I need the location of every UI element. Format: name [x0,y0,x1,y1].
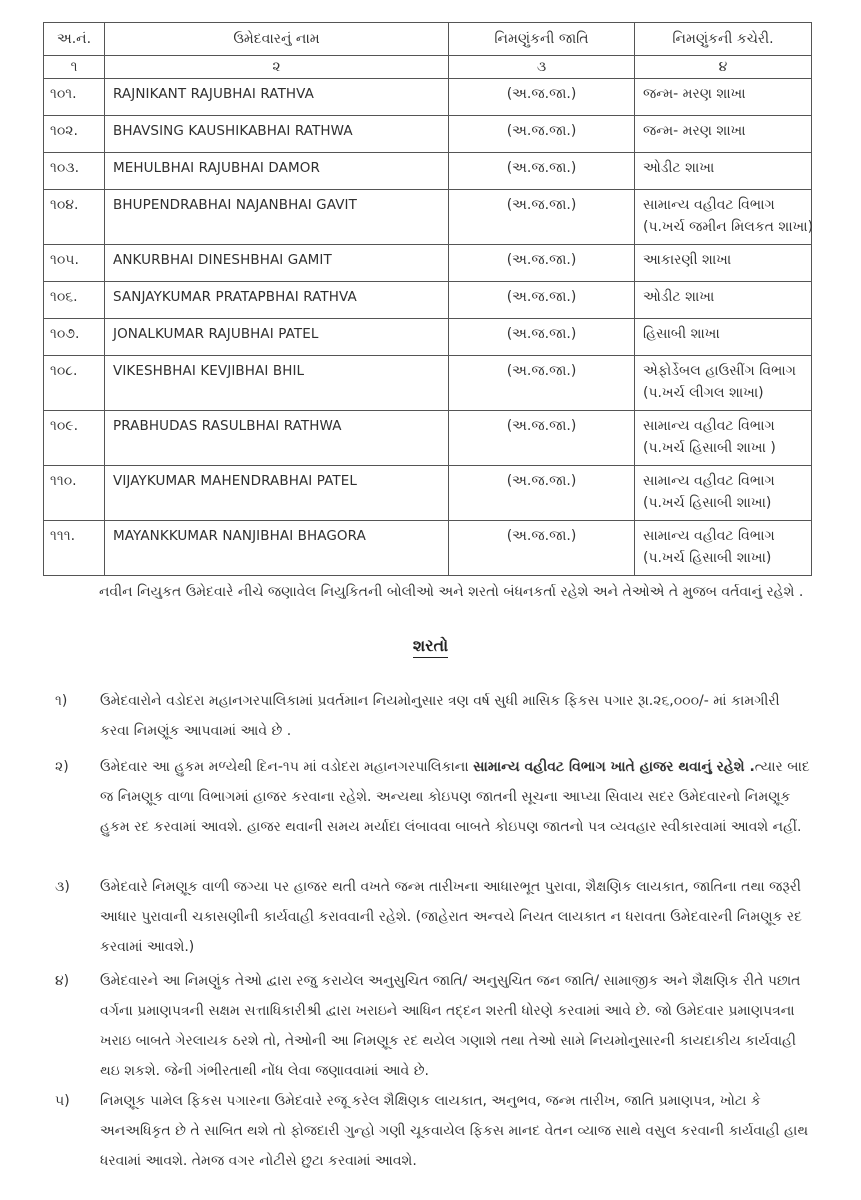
table-row [44,521,812,576]
category-cell [449,282,635,319]
office-cell [635,245,812,282]
category-cell [449,466,635,521]
condition-number: ૫) [55,1093,70,1109]
candidate-name: RAJNIKANT RAJUBHAI RATHVA [113,86,314,102]
category: (અ.જ.જા.) [506,160,577,176]
candidate-name-cell [105,356,449,411]
office-line: જન્મ- મરણ શાખા [643,86,746,102]
condition-text [100,872,813,962]
office [643,282,811,308]
header-category: નિમણુંકની જાતિ [449,23,635,56]
table-row [44,116,812,153]
category: (અ.જ.જા.) [506,326,577,342]
category-cell [449,319,635,356]
serial-number: ૧૦૮. [50,363,78,379]
category-cell [449,521,635,576]
office-line: (પ.ખર્ચ હિસાબી શાખા ) [643,440,776,456]
category-cell [449,116,635,153]
candidate-name: PRABHUDAS RASULBHAI RATHWA [113,418,342,434]
category-cell [449,245,635,282]
serial-cell [44,282,105,319]
condition-text-part: ઉમેદવારે નિમણૂક વાળી જગ્યા પર હાજર થતી વખતે જન્મ તારીખના આધારભૂત પુરાવા, શૈક્ષણિક લાયકાત, જાતિના તથા જરૂરી આધાર પુરાવાની ચકાસણીની કાર્યવાહી કરાવવાની રહેશે. (જાહેરાત અન્વયે નિયત લાયકાત ન ધરાવતા ઉમેદવારની નિમણૂક રદ કરવામાં આવશે.) [100,879,802,955]
office [643,245,811,271]
candidate-name-cell [105,319,449,356]
serial-cell [44,116,105,153]
table-header-row [44,23,812,56]
serial-number: ૧૦૩. [50,160,80,176]
serial-cell [44,319,105,356]
category-cell [449,79,635,116]
table-row [44,245,812,282]
serial-cell [44,521,105,576]
condition-text-part: ઉમેદવારોને વડોદરા મહાનગરપાલિકામાં પ્રવર્તમાન નિયમોનુસાર ત્રણ વર્ષ સુધી માસિક ફિકસ પગાર રૂા.૨૬,૦૦૦/- માં કામગીરી કરવા નિમણૂંક આપવામાં આવે છે . [100,693,780,739]
office [643,79,811,105]
condition-text [100,1086,813,1176]
serial-cell [44,79,105,116]
candidate-name: JONALKUMAR RAJUBHAI PATEL [113,326,319,342]
office-cell [635,319,812,356]
category: (અ.જ.જા.) [506,289,577,305]
serial-number: ૧૦૬. [50,289,78,305]
category: (અ.જ.જા.) [506,197,577,213]
office [643,319,811,345]
office-line: હિસાબી શાખા [643,326,720,342]
serial-number: ૧૦૫. [50,252,79,268]
office [643,466,811,514]
table-row [44,79,812,116]
condition-text [100,686,813,746]
category: (અ.જ.જા.) [506,86,577,102]
table-row [44,282,812,319]
office-line: સામાન્ય વહીવટ વિભાગ [643,418,775,434]
office-line: (પ.ખર્ચ લીગલ શાખા) [643,385,764,401]
office-line: એફોર્ડેબલ હાઉસીંગ વિભાગ [643,363,796,379]
serial-number: ૧૦૯. [50,418,79,434]
candidate-name-cell [105,466,449,521]
candidate-name-cell [105,521,449,576]
conditions-heading [0,636,861,656]
candidate-name-cell [105,282,449,319]
office-line: સામાન્ય વહીવટ વિભાગ [643,473,775,489]
column-number: ૪ [635,56,812,79]
candidate-name-cell [105,153,449,190]
office [643,190,814,238]
appointment-table [43,22,812,576]
condition-text-part: નિમણૂક પામેલ ફિકસ પગારના ઉમેદવારે રજૂ કરેલ શૈક્ષિણક લાયકાત, અનુભવ, જન્મ તારીખ, જાતિ પ્રમાણપત્ર, ખોટા કે અનઅધિકૃત છે તે સાબિત થશે તો ફોજદારી ગુન્હો ગણી ચૂકવાયેલ ફિકસ માનદ વેતન વ્યાજ સાથે વસુલ કરવાની કાર્યવાહી હાથ ધરવામાં આવશે. તેમજ વગર નોટીસે છુટા કરવામાં આવશે. [100,1093,809,1169]
office [643,356,811,404]
serial-number: ૧૦૧. [50,86,77,102]
office [643,411,811,459]
category: (અ.જ.જા.) [506,528,577,544]
office-cell [635,521,812,576]
office-line: (પ.ખર્ચ હિસાબી શાખા) [643,550,772,566]
candidate-name: BHAVSING KAUSHIKABHAI RATHWA [113,123,353,139]
table-body [44,79,812,576]
serial-cell [44,466,105,521]
column-number: ૧ [44,56,105,79]
candidate-name: SANJAYKUMAR PRATAPBHAI RATHVA [113,289,357,305]
header-serial: અ.નં. [44,23,105,56]
candidate-name-cell [105,79,449,116]
condition-number: ૨) [55,759,69,775]
condition-text [100,966,813,1086]
candidate-name-cell [105,411,449,466]
condition-number: ૧) [55,693,68,709]
office-cell [635,79,812,116]
condition-number: ૩) [55,879,70,895]
category-cell [449,153,635,190]
serial-number: ૧૧૦. [50,473,77,489]
candidate-name: MAYANKKUMAR NANJIBHAI BHAGORA [113,528,366,544]
serial-number: ૧૦૨. [50,123,78,139]
serial-number: ૧૧૧. [50,528,76,544]
table-row [44,466,812,521]
office-cell [635,356,812,411]
office-cell [635,282,812,319]
table-row [44,190,812,245]
table-row [44,356,812,411]
office-line: (પ.ખર્ચ જમીન મિલકત શાખા) [643,219,814,235]
condition-text-part: ઉમેદવારને આ નિમણુંક તેઓ દ્વારા રજુ કરાયેલ અનુસુચિત જાતિ/ અનુસુચિત જન જાતિ/ સામાજીક અને શૈક્ષણિક રીતે પછાત વર્ગના પ્રમાણપત્રની સક્ષમ સત્તાધિકારીશ્રી દ્વારા ખરાઇને આધિન તદ્દન શરતી ધોરણે કરવામાં આવે છે. જો ઉમેદવાર પ્રમાણપત્રના ખરાઇ બાબતે ગેરલાયક ઠરશે તો, તેઓની આ નિમણૂક રદ થયેલ ગણાશે તથા તેઓ સામે નિયમોનુસારની કાયદાકીય કાર્યવાહી થઇ શકશે. જેની ગંભીરતાથી નોંધ લેવા જણાવવામાં આવે છે. [100,973,801,1079]
office [643,153,811,179]
category: (અ.જ.જા.) [506,473,577,489]
office-cell [635,466,812,521]
office [643,116,811,142]
office-line: ઓડીટ શાખા [643,160,715,176]
office-line: જન્મ- મરણ શાખા [643,123,746,139]
header-office: નિમણુંકની કચેરી. [635,23,812,56]
category-cell [449,190,635,245]
serial-cell [44,190,105,245]
intro-paragraph: નવીન નિયુકત ઉમેદવારે નીચે જણાવેલ નિયુકિતની બોલીઓ અને શરતો બંધનકર્તા રહેશે અને તેઓએ તે મુજબ વર્તવાનું રહેશે . [99,584,804,600]
candidate-name: BHUPENDRABHAI NAJANBHAI GAVIT [113,197,357,213]
office-line: સામાન્ય વહીવટ વિભાગ [643,197,775,213]
condition-text [100,752,813,842]
category-cell [449,356,635,411]
candidate-name-cell [105,245,449,282]
column-number-row [44,56,812,79]
condition-text-bold: સામાન્ય વહીવટ વિભાગ ખાતે હાજર થવાનું રહેશે . [473,759,755,775]
office-cell [635,190,812,245]
serial-cell [44,411,105,466]
serial-number: ૧૦૪. [50,197,79,213]
serial-cell [44,153,105,190]
office-line: સામાન્ય વહીવટ વિભાગ [643,528,775,544]
office [643,521,811,569]
office-line: આકારણી શાખા [643,252,732,268]
serial-cell [44,356,105,411]
header-candidate-name: ઉમેદવારનું નામ [105,23,449,56]
category-cell [449,411,635,466]
office-line: (પ.ખર્ચ હિસાબી શાખા) [643,495,772,511]
column-number: ૨ [105,56,449,79]
category: (અ.જ.જા.) [506,418,577,434]
office-cell [635,411,812,466]
condition-text-part: ઉમેદવાર આ હુકમ મળ્યેથી દિન-૧૫ માં વડોદરા મહાનગરપાલિકાના [100,759,474,775]
candidate-name: VIJAYKUMAR MAHENDRABHAI PATEL [113,473,358,489]
table-row [44,153,812,190]
category: (અ.જ.જા.) [506,123,577,139]
condition-number: ૪) [55,973,70,989]
column-number: ૩ [449,56,635,79]
office-cell [635,116,812,153]
serial-cell [44,245,105,282]
candidate-name-cell [105,116,449,153]
serial-number: ૧૦૭. [50,326,80,342]
table-row [44,411,812,466]
category: (અ.જ.જા.) [506,252,577,268]
candidate-name: MEHULBHAI RAJUBHAI DAMOR [113,160,320,176]
candidate-name-cell [105,190,449,245]
category: (અ.જ.જા.) [506,363,577,379]
office-cell [635,153,812,190]
condition-text-part: ત્યાર બાદ જ નિમણૂક વાળા વિભાગમાં હાજર કરવાના રહેશે. અન્યથા કોઇપણ જાતની સૂચના આપ્યા સિવાય સદર ઉમેદવારનો નિમણૂક હુકમ રદ કરવામાં આવશે. હાજર થવાની સમય મર્યાદા લંબાવવા બાબતે કોઇપણ જાતનો પત્ર વ્યવહાર સ્વીકારવામાં આવશે નહીં. [100,759,810,835]
table-row [44,319,812,356]
candidate-name: VIKESHBHAI KEVJIBHAI BHIL [113,363,305,379]
candidate-name: ANKURBHAI DINESHBHAI GAMIT [113,252,332,268]
office-line: ઓડીટ શાખા [643,289,715,305]
conditions-heading-text: શરતો [413,636,448,658]
